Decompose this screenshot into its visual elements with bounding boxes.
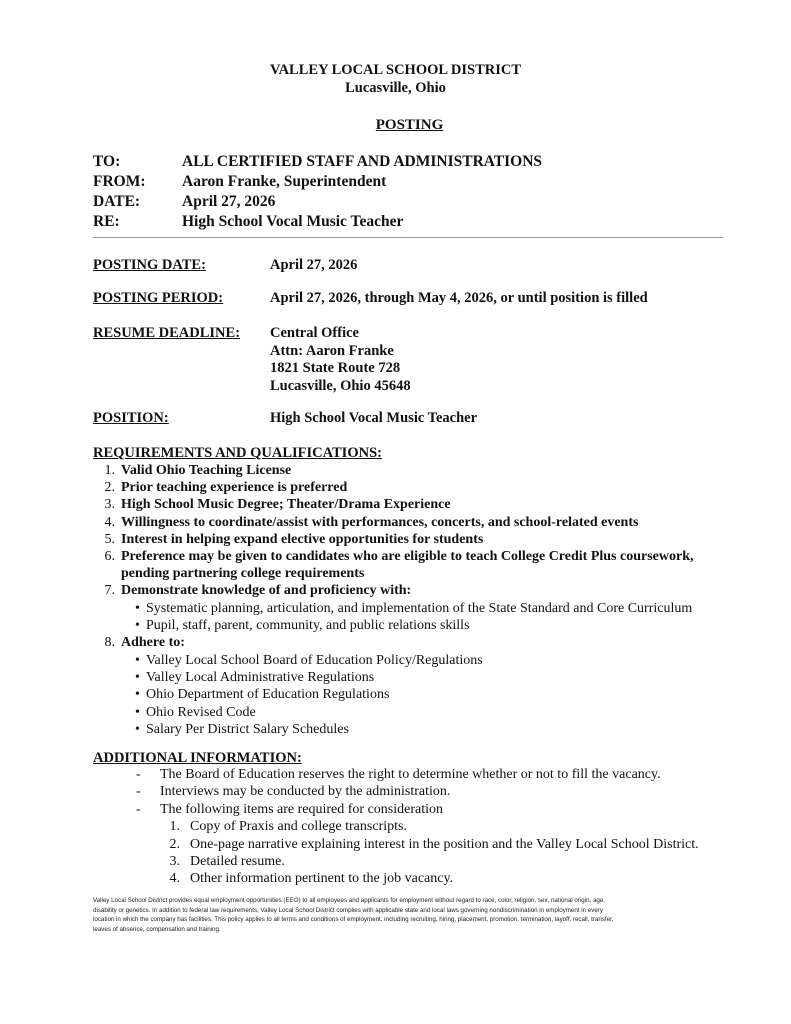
- address-line: 1821 State Route 728: [270, 360, 401, 376]
- item-text: Prior teaching experience is preferred: [121, 480, 348, 496]
- bullet-item: [135, 686, 743, 703]
- list-item: [93, 548, 743, 582]
- dash-icon: -: [136, 767, 141, 782]
- list-item: [93, 514, 743, 531]
- item-text: Detailed resume.: [190, 854, 285, 870]
- memo-to-row: [93, 152, 542, 172]
- item-text: High School Music Degree; Theater/Drama Experience: [121, 497, 451, 513]
- bullet-icon: •: [135, 722, 140, 738]
- memo-to-label: TO:: [93, 153, 121, 170]
- item-number: 1.: [104, 463, 115, 478]
- item-number: 2.: [104, 480, 115, 496]
- list-item: [93, 766, 743, 783]
- requirements-list: [93, 462, 743, 739]
- item-number: 4.: [104, 514, 115, 530]
- item-number: 8.: [104, 635, 115, 651]
- memo-from-label: FROM:: [93, 173, 146, 190]
- posting-period-value: April 27, 2026, through May 4, 2026, or until position is filled: [270, 290, 648, 306]
- item8-sublist: [93, 652, 743, 739]
- item-number: 6.: [104, 549, 115, 565]
- item-number: 4.: [169, 871, 180, 887]
- item-number: 1.: [169, 819, 180, 835]
- memo-to-value: ALL CERTIFIED STAFF AND ADMINISTRATIONS: [182, 153, 543, 170]
- item-text: Adhere to:: [121, 635, 185, 651]
- address-line: Lucasville, Ohio 45648: [270, 377, 411, 394]
- posting-period-label: POSTING PERIOD:: [93, 290, 224, 306]
- item-text-line: Preference may be given to candidates who are eligible to teach College Credit Plus coursework,: [121, 549, 694, 565]
- list-item: [93, 582, 743, 599]
- bullet-text: Ohio Revised Code: [146, 704, 256, 720]
- list-item: [93, 801, 743, 818]
- list-item: [93, 496, 743, 513]
- item-text: [121, 548, 743, 582]
- memo-from-row: [93, 172, 542, 192]
- list-item: [93, 531, 743, 548]
- list-item: [93, 836, 743, 853]
- list-item: [93, 818, 743, 835]
- additional-info-list: [93, 766, 743, 888]
- bullet-item: [135, 669, 743, 686]
- bullet-icon: •: [135, 687, 140, 703]
- memo-re-row: [93, 212, 542, 232]
- item-text: Valid Ohio Teaching License: [121, 463, 292, 478]
- item-number: 5.: [104, 531, 115, 547]
- memo-header: [93, 152, 542, 232]
- footer-line: location in which the company has facilities. This policy applies to all terms and conditions of employment, including recruiting, hiring, placement, promotion, termination, layoff, recall, transfer,: [93, 916, 614, 923]
- item-text: The Board of Education reserves the right to determine whether or not to fill the vacancy.: [160, 767, 661, 782]
- organization-location: Lucasville, Ohio: [345, 80, 446, 96]
- dash-icon: -: [136, 784, 141, 800]
- list-item: [93, 634, 743, 651]
- item-text: Demonstrate knowledge of and proficiency with:: [121, 583, 412, 599]
- list-item: [93, 479, 743, 496]
- bullet-text: Salary Per District Salary Schedules: [146, 722, 349, 738]
- bullet-text: Pupil, staff, parent, community, and public relations skills: [146, 618, 470, 634]
- item-number: 7.: [104, 583, 115, 599]
- organization-name: VALLEY LOCAL SCHOOL DISTRICT: [269, 62, 521, 78]
- item-text-line: pending partnering college requirements: [121, 566, 365, 582]
- list-item: [93, 783, 743, 800]
- list-item: [93, 462, 743, 479]
- resume-deadline-label: RESUME DEADLINE:: [93, 325, 241, 341]
- memo-date-row: [93, 192, 542, 212]
- bullet-item: [135, 652, 743, 669]
- item-text: Willingness to coordinate/assist with performances, concerts, and school-related events: [121, 514, 639, 530]
- bullet-item: [135, 721, 743, 738]
- item-text: Other information pertinent to the job vacancy.: [190, 871, 454, 887]
- item-text: Interest in helping expand elective opportunities for students: [121, 531, 484, 547]
- posting-date-value: April 27, 2026: [270, 257, 358, 273]
- bullet-icon: •: [135, 618, 140, 634]
- item-text: Interviews may be conducted by the administration.: [160, 784, 451, 800]
- position-label: POSITION:: [93, 410, 169, 426]
- position-value: High School Vocal Music Teacher: [270, 410, 478, 426]
- item-number: 2.: [169, 836, 180, 852]
- resume-address: [270, 325, 411, 395]
- item-text: The following items are required for consideration: [160, 801, 444, 817]
- memo-re-label: RE:: [93, 213, 120, 230]
- dash-icon: -: [136, 801, 141, 817]
- list-item: [93, 870, 743, 887]
- memo-date-label: DATE:: [93, 193, 141, 210]
- footer-line: Valley Local School District provides equal employment opportunities (EEO) to all employees and applicants for employment without regard to race, color, religion, sex, national origin, age,: [93, 897, 605, 904]
- posting-date-label: POSTING DATE:: [93, 257, 206, 273]
- address-line: Attn: Aaron Franke: [270, 342, 394, 359]
- bullet-text: Valley Local Administrative Regulations: [146, 670, 375, 686]
- item-text: Copy of Praxis and college transcripts.: [190, 819, 407, 835]
- bullet-icon: •: [135, 704, 140, 720]
- bullet-item: [135, 704, 743, 721]
- footer-line: leaves of absence, compensation and training.: [93, 925, 221, 933]
- bullet-icon: •: [135, 600, 140, 616]
- list-item: [93, 853, 743, 870]
- bullet-icon: •: [135, 670, 140, 686]
- bullet-item: [135, 617, 743, 634]
- bullet-text: Ohio Department of Education Regulations: [146, 687, 390, 703]
- eeo-footer: [93, 896, 723, 934]
- item-number: 3.: [169, 854, 180, 870]
- bullet-text: Systematic planning, articulation, and implementation of the State Standard and Core Curriculum: [146, 600, 693, 616]
- item7-sublist: [93, 600, 743, 635]
- address-line: Central Office: [270, 325, 359, 341]
- divider: [93, 237, 723, 238]
- memo-date-value: April 27, 2026: [182, 193, 276, 210]
- memo-from-value: Aaron Franke, Superintendent: [182, 173, 387, 190]
- bullet-icon: •: [135, 652, 140, 668]
- memo-re-value: High School Vocal Music Teacher: [182, 213, 404, 230]
- document-title: POSTING: [375, 117, 444, 133]
- bullet-text: Valley Local School Board of Education Policy/Regulations: [146, 652, 483, 668]
- item-text: One-page narrative explaining interest in the position and the Valley Local School District.: [190, 836, 699, 852]
- item-number: 3.: [104, 497, 115, 513]
- requirements-heading: REQUIREMENTS AND QUALIFICATIONS:: [93, 445, 382, 461]
- bullet-item: [135, 600, 743, 617]
- additional-info-heading: ADDITIONAL INFORMATION:: [93, 750, 302, 766]
- footer-line: disability or genetics. In addition to federal law requirements, Valley Local School District complies with applicable state and local laws governing nondiscrimination in employment in every: [93, 906, 603, 914]
